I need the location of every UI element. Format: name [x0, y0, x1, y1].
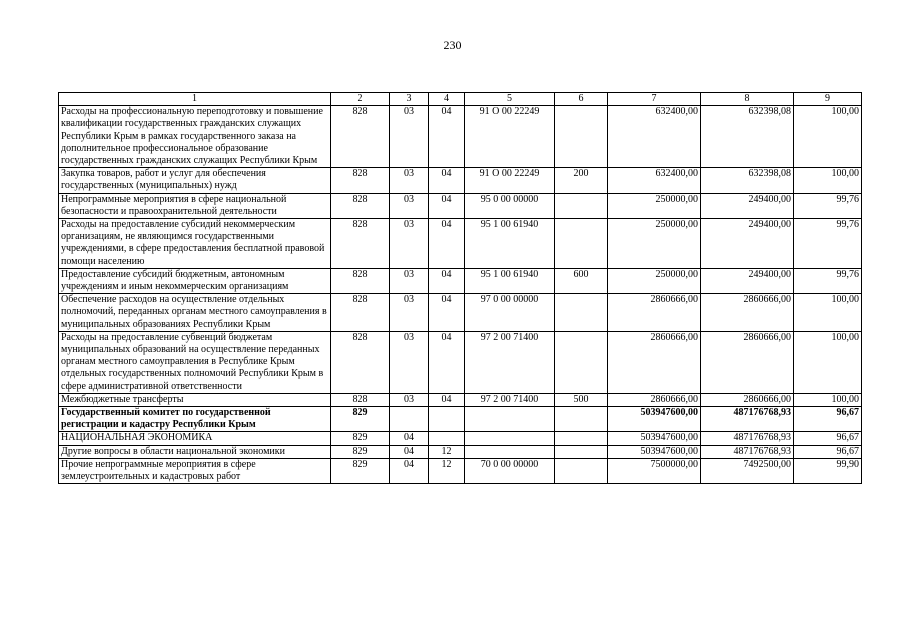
expense-type-cell: 200 — [555, 168, 608, 193]
table-row — [59, 294, 862, 332]
ministry-code-cell: 828 — [331, 294, 390, 332]
ministry-code-cell: 828 — [331, 168, 390, 193]
percent-cell: 96,67 — [794, 432, 862, 445]
subsection-code-cell: 04 — [429, 168, 465, 193]
section-code-cell: 03 — [390, 331, 429, 393]
actual-amount-cell: 2860666,00 — [701, 331, 794, 393]
percent-cell: 96,67 — [794, 445, 862, 458]
expense-type-cell — [555, 458, 608, 483]
target-article-cell: 97 0 00 00000 — [465, 294, 555, 332]
expense-type-cell: 600 — [555, 268, 608, 293]
column-header: 5 — [465, 93, 555, 106]
planned-amount-cell: 503947600,00 — [608, 407, 701, 432]
actual-amount-cell: 487176768,93 — [701, 445, 794, 458]
table-row — [59, 331, 862, 393]
ministry-code-cell: 828 — [331, 193, 390, 218]
percent-cell: 99,76 — [794, 268, 862, 293]
actual-amount-cell: 632398,08 — [701, 106, 794, 168]
target-article-cell: 95 1 00 61940 — [465, 268, 555, 293]
actual-amount-cell: 249400,00 — [701, 193, 794, 218]
section-code-cell: 03 — [390, 219, 429, 269]
ministry-code-cell: 828 — [331, 268, 390, 293]
actual-amount-cell: 487176768,93 — [701, 407, 794, 432]
section-code-cell: 03 — [390, 393, 429, 406]
section-code-cell: 03 — [390, 193, 429, 218]
ministry-code-cell: 829 — [331, 432, 390, 445]
section-code-cell: 03 — [390, 106, 429, 168]
table-body — [59, 106, 862, 484]
column-header: 2 — [331, 93, 390, 106]
section-code-cell: 04 — [390, 445, 429, 458]
percent-cell: 100,00 — [794, 331, 862, 393]
planned-amount-cell: 632400,00 — [608, 168, 701, 193]
actual-amount-cell: 2860666,00 — [701, 294, 794, 332]
column-header: 9 — [794, 93, 862, 106]
target-article-cell — [465, 407, 555, 432]
expense-type-cell — [555, 445, 608, 458]
percent-cell: 100,00 — [794, 393, 862, 406]
expense-name-cell: Закупка товаров, работ и услуг для обеспечения государственных (муниципальных) нужд — [59, 168, 331, 193]
target-article-cell: 70 0 00 00000 — [465, 458, 555, 483]
table-row — [59, 219, 862, 269]
expense-name-cell: Непрограммные мероприятия в сфере национальной безопасности и правоохранительной деятельности — [59, 193, 331, 218]
column-header: 4 — [429, 93, 465, 106]
actual-amount-cell: 7492500,00 — [701, 458, 794, 483]
actual-amount-cell: 249400,00 — [701, 268, 794, 293]
actual-amount-cell: 2860666,00 — [701, 393, 794, 406]
target-article-cell — [465, 445, 555, 458]
expense-name-cell: Предоставление субсидий бюджетным, автономным учреждениям и иным некоммерческим организациям — [59, 268, 331, 293]
expense-type-cell — [555, 106, 608, 168]
header-row — [59, 93, 862, 106]
subsection-code-cell: 04 — [429, 294, 465, 332]
target-article-cell: 91 О 00 22249 — [465, 106, 555, 168]
percent-cell: 96,67 — [794, 407, 862, 432]
column-header: 1 — [59, 93, 331, 106]
column-header: 7 — [608, 93, 701, 106]
expense-type-cell — [555, 193, 608, 218]
subsection-code-cell — [429, 407, 465, 432]
subsection-code-cell: 04 — [429, 219, 465, 269]
expense-type-cell — [555, 294, 608, 332]
section-code-cell: 03 — [390, 294, 429, 332]
subsection-code-cell: 04 — [429, 268, 465, 293]
ministry-code-cell: 828 — [331, 331, 390, 393]
table-row — [59, 432, 862, 445]
expense-name-cell: Межбюджетные трансферты — [59, 393, 331, 406]
table-row — [59, 393, 862, 406]
table-row — [59, 268, 862, 293]
percent-cell: 100,00 — [794, 168, 862, 193]
expense-name-cell: Прочие непрограммные мероприятия в сфере землеустроительных и кадастровых работ — [59, 458, 331, 483]
ministry-code-cell: 828 — [331, 219, 390, 269]
expense-type-cell — [555, 432, 608, 445]
percent-cell: 100,00 — [794, 106, 862, 168]
planned-amount-cell: 2860666,00 — [608, 393, 701, 406]
expense-type-cell — [555, 219, 608, 269]
planned-amount-cell: 250000,00 — [608, 268, 701, 293]
expense-name-cell: Расходы на предоставление субсидий некоммерческим организациям, не являющимся государственными учреждениями, в сфере предоставления бесплатной правовой помощи населению — [59, 219, 331, 269]
column-header: 3 — [390, 93, 429, 106]
budget-table — [58, 92, 862, 484]
table-row — [59, 168, 862, 193]
ministry-code-cell: 828 — [331, 106, 390, 168]
expense-type-cell — [555, 331, 608, 393]
section-code-cell: 03 — [390, 268, 429, 293]
expense-name-cell: Государственный комитет по государственной регистрации и кадастру Республики Крым — [59, 407, 331, 432]
ministry-code-cell: 829 — [331, 458, 390, 483]
table-row — [59, 445, 862, 458]
subsection-code-cell: 04 — [429, 193, 465, 218]
expense-name-cell: Другие вопросы в области национальной экономики — [59, 445, 331, 458]
planned-amount-cell: 250000,00 — [608, 219, 701, 269]
subsection-code-cell: 12 — [429, 445, 465, 458]
subsection-code-cell: 04 — [429, 393, 465, 406]
expense-type-cell — [555, 407, 608, 432]
percent-cell: 99,76 — [794, 193, 862, 218]
table-row — [59, 458, 862, 483]
ministry-code-cell: 829 — [331, 407, 390, 432]
percent-cell: 99,90 — [794, 458, 862, 483]
subsection-code-cell: 12 — [429, 458, 465, 483]
section-code-cell: 04 — [390, 458, 429, 483]
target-article-cell — [465, 432, 555, 445]
target-article-cell: 95 0 00 00000 — [465, 193, 555, 218]
ministry-code-cell: 828 — [331, 393, 390, 406]
actual-amount-cell: 632398,08 — [701, 168, 794, 193]
expense-name-cell: НАЦИОНАЛЬНАЯ ЭКОНОМИКА — [59, 432, 331, 445]
expense-name-cell: Обеспечение расходов на осуществление отдельных полномочий, переданных органам местного самоуправления в муниципальных образованиях Республики Крым — [59, 294, 331, 332]
table-row — [59, 106, 862, 168]
ministry-code-cell: 829 — [331, 445, 390, 458]
column-header: 8 — [701, 93, 794, 106]
subsection-code-cell — [429, 432, 465, 445]
target-article-cell: 97 2 00 71400 — [465, 393, 555, 406]
planned-amount-cell: 503947600,00 — [608, 432, 701, 445]
expense-type-cell: 500 — [555, 393, 608, 406]
planned-amount-cell: 7500000,00 — [608, 458, 701, 483]
percent-cell: 100,00 — [794, 294, 862, 332]
expense-name-cell: Расходы на профессиональную переподготовку и повышение квалификации государственных гражданских служащих Республики Крым в рамках государственного заказа на дополнительное профессиональное образование государственных гражданских служащих Республики Крым — [59, 106, 331, 168]
planned-amount-cell: 2860666,00 — [608, 331, 701, 393]
table-row — [59, 407, 862, 432]
section-code-cell: 03 — [390, 168, 429, 193]
subsection-code-cell: 04 — [429, 106, 465, 168]
planned-amount-cell: 250000,00 — [608, 193, 701, 218]
expense-name-cell: Расходы на предоставление субвенций бюджетам муниципальных образований на осуществление переданных органам местного самоуправления в Республике Крым отдельных государственных полномочий Республики Крым в сфере административной ответственности — [59, 331, 331, 393]
target-article-cell: 91 О 00 22249 — [465, 168, 555, 193]
actual-amount-cell: 487176768,93 — [701, 432, 794, 445]
section-code-cell — [390, 407, 429, 432]
actual-amount-cell: 249400,00 — [701, 219, 794, 269]
target-article-cell: 95 1 00 61940 — [465, 219, 555, 269]
percent-cell: 99,76 — [794, 219, 862, 269]
column-header: 6 — [555, 93, 608, 106]
section-code-cell: 04 — [390, 432, 429, 445]
page-number: 230 — [443, 38, 462, 52]
planned-amount-cell: 503947600,00 — [608, 445, 701, 458]
table-row — [59, 193, 862, 218]
planned-amount-cell: 632400,00 — [608, 106, 701, 168]
planned-amount-cell: 2860666,00 — [608, 294, 701, 332]
subsection-code-cell: 04 — [429, 331, 465, 393]
target-article-cell: 97 2 00 71400 — [465, 331, 555, 393]
